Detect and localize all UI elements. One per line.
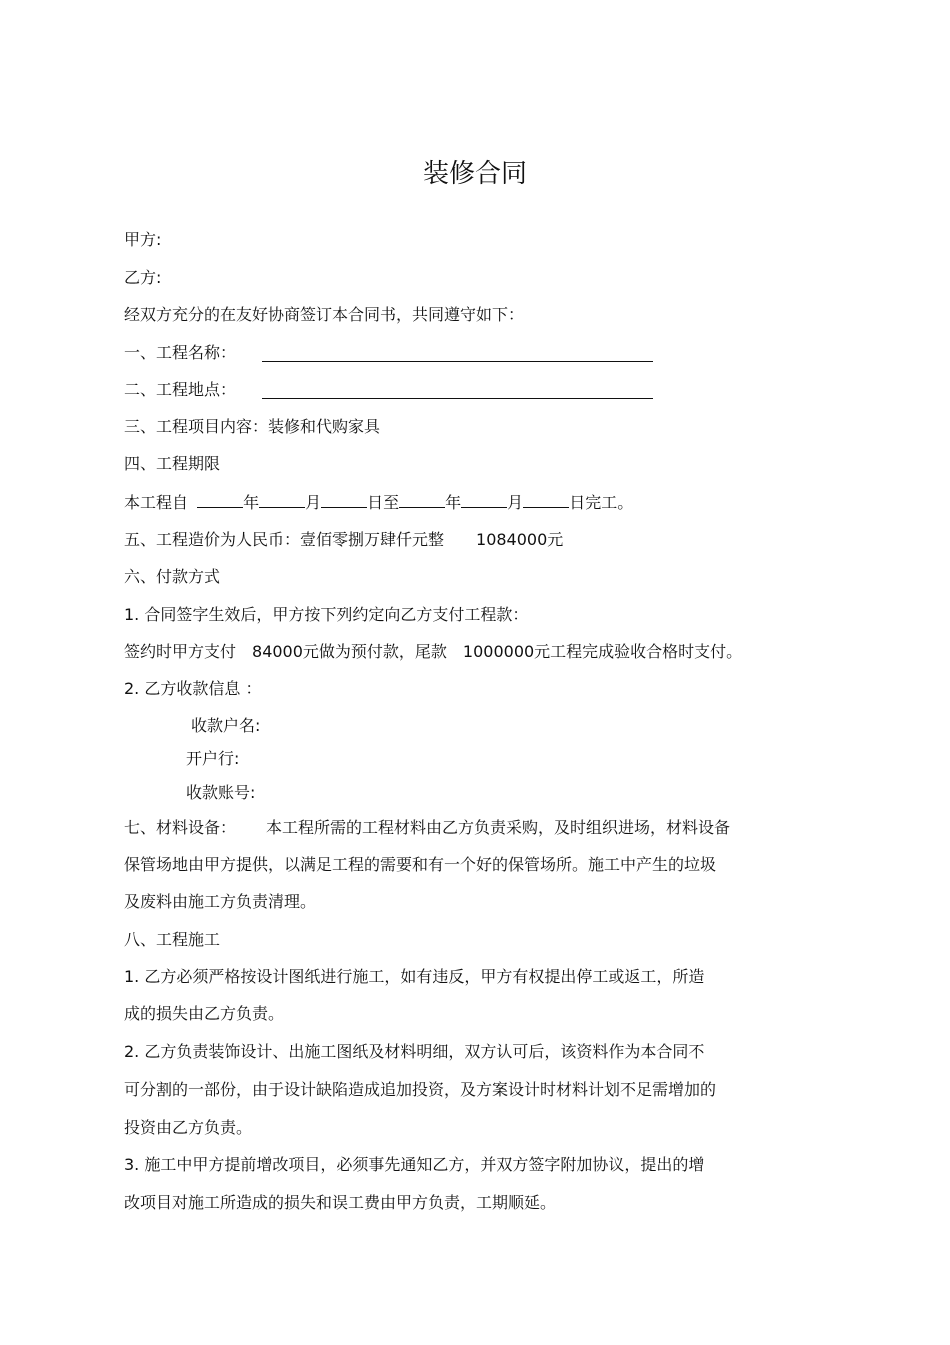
payment-detail-c: 1000000元工程完成验收合格时支付。 xyxy=(462,642,743,661)
payment-detail-a: 签约时甲方支付 xyxy=(124,642,237,661)
party-a-label: 甲方: xyxy=(124,230,162,249)
construction-item-3-line-2: 改项目对施工所造成的损失和误工费由甲方负责，工期顺延。 xyxy=(124,1193,557,1212)
payment-detail-b: 84000元做为预付款，尾款 xyxy=(252,642,447,661)
start-year-blank xyxy=(197,492,243,508)
period-prefix: 本工程自 xyxy=(124,493,189,512)
materials-line-3: 及废料由施工方负责清理。 xyxy=(124,892,317,911)
document-title: 装修合同 xyxy=(422,159,527,189)
period-year2: 年 xyxy=(445,493,462,512)
construction-item-2-line-3: 投资由乙方负责。 xyxy=(124,1118,253,1137)
account-name-label: 收款户名: xyxy=(191,716,261,735)
construction-heading: 八、工程施工 xyxy=(124,930,221,949)
start-month-blank xyxy=(259,492,305,508)
payment-heading: 六、付款方式 xyxy=(124,567,221,586)
payment-detail xyxy=(124,642,742,662)
end-year-blank xyxy=(399,492,445,508)
start-day-blank xyxy=(321,492,367,508)
period-month2: 月 xyxy=(507,493,524,512)
project-name-label: 一、工程名称： xyxy=(124,343,237,362)
bank-label: 开户行: xyxy=(186,749,240,768)
payment-item-1: 1. 合同签字生效后，甲方按下列约定向乙方支付工程款： xyxy=(124,605,529,624)
account-number-label: 收款账号: xyxy=(186,783,256,802)
construction-item-1-line-2: 成的损失由乙方负责。 xyxy=(124,1004,285,1023)
construction-item-2-line-2: 可分割的一部份，由于设计缺陷造成追加投资，及方案设计时材料计划不足需增加的 xyxy=(124,1080,717,1099)
project-location-blank xyxy=(262,398,653,399)
end-day-blank xyxy=(523,492,569,508)
payment-item-2: 2. 乙方收款信息 ： xyxy=(124,679,262,698)
materials-line-1 xyxy=(124,818,730,838)
intro-text: 经双方充分的在友好协商签订本合同书，共同遵守如下： xyxy=(124,305,525,324)
project-period-heading: 四、工程期限 xyxy=(124,454,221,473)
project-location-label: 二、工程地点： xyxy=(124,380,237,399)
price-amount: 1084000元 xyxy=(476,530,564,549)
period-month: 月 xyxy=(305,493,322,512)
materials-text-1: 本工程所需的工程材料由乙方负责采购，及时组织进场，材料设备 xyxy=(266,818,731,837)
period-end: 日完工。 xyxy=(569,493,634,512)
price-line xyxy=(124,530,563,550)
materials-label: 七、材料设备： xyxy=(124,818,237,837)
period-year: 年 xyxy=(243,493,260,512)
materials-line-2: 保管场地由甲方提供，以满足工程的需要和有一个好的保管场所。施工中产生的垃圾 xyxy=(124,855,717,874)
construction-item-2-line-1: 2. 乙方负责装饰设计、出施工图纸及材料明细，双方认可后，该资料作为本合同不 xyxy=(124,1042,705,1061)
period-day-to: 日至 xyxy=(367,493,400,512)
project-content: 三、工程项目内容：装修和代购家具 xyxy=(124,417,381,436)
end-month-blank xyxy=(461,492,507,508)
party-b-label: 乙方: xyxy=(124,268,162,287)
construction-item-3-line-1: 3. 施工中甲方提前增改项目，必须事先通知乙方，并双方签字附加协议，提出的增 xyxy=(124,1155,705,1174)
project-name-blank xyxy=(262,361,653,362)
construction-item-1-line-1: 1. 乙方必须严格按设计图纸进行施工，如有违反，甲方有权提出停工或返工，所造 xyxy=(124,967,705,986)
project-period-line xyxy=(124,492,633,513)
price-label: 五、工程造价为人民币：壹佰零捌万肆仟元整 xyxy=(124,530,445,549)
